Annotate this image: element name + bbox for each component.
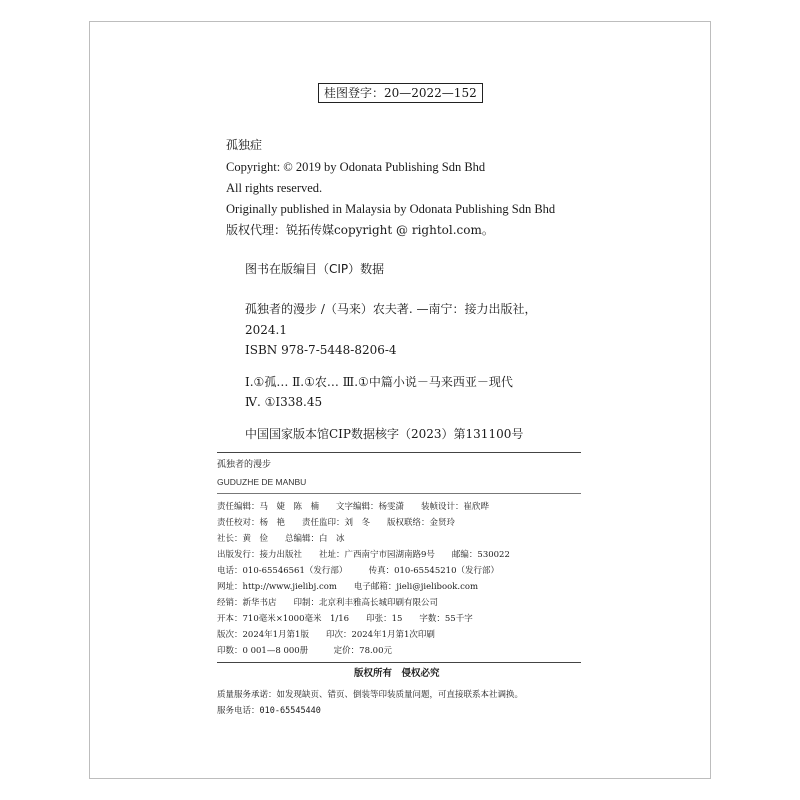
copyright-line: Copyright: © 2019 by Odonata Publishing Sdn Bhd (226, 160, 486, 174)
divider-title (217, 493, 581, 494)
credits-line: 社长：黄 俭 总编辑：白 冰 (217, 534, 345, 544)
cip-date-line: 2024.1 (245, 323, 287, 337)
credits-line: 责任编辑：马 婕 陈 楠 文字编辑：杨雯潇 装帧设计：崔欣晔 (217, 502, 490, 512)
quality-promise: 质量服务承诺：如发现缺页、错页、倒装等印装质量问题，可直接联系本社调换。 (217, 690, 524, 700)
credits-line: 网址：http://www.jielibj.com 电子邮箱：jieli@jielibook.com (217, 582, 479, 592)
rights-notice: 版权所有 侵权必究 (354, 668, 440, 679)
original-title: 孤独症 (226, 138, 263, 152)
cip-title-line: 孤独者的漫步 /（马来）农夫著. —南宁：接力出版社， (245, 302, 537, 316)
cip-library-number: 中国国家版本馆CIP数据核字（2023）第131100号 (245, 427, 524, 441)
rights-reserved-line: All rights reserved. (226, 181, 323, 195)
divider-bottom (217, 662, 581, 663)
registration-number-box: 桂图登字：20—2022—152 (318, 83, 483, 103)
credits-line: 电话：010-65546561（发行部） 传真：010-65545210（发行部） (217, 566, 499, 576)
copyright-agent-line: 版权代理：锐拓传媒copyright @ rightol.com。 (226, 223, 494, 237)
credits-line: 版次：2024年1月第1版 印次：2024年1月第1次印刷 (217, 630, 435, 640)
book-title-pinyin: GUDUZHE DE MANBU (217, 477, 307, 487)
divider-top (217, 452, 581, 453)
credits-line: 印数：0 001—8 000册 定价：78.00元 (217, 646, 393, 656)
credits-line: 开本：710毫米×1000毫米 1/16 印张：15 字数：55千字 (217, 614, 473, 624)
credits-line: 经销：新华书店 印制：北京利丰雅高长城印刷有限公司 (217, 598, 439, 608)
service-phone: 服务电话：010-65545440 (217, 706, 321, 716)
cip-heading: 图书在版编目（CIP）数据 (245, 262, 385, 276)
book-title: 孤独者的漫步 (217, 460, 272, 470)
cip-classification-1: Ⅰ.①孤… Ⅱ.①农… Ⅲ.①中篇小说－马来西亚－现代 (245, 375, 513, 389)
copyright-page (89, 21, 711, 779)
originally-published-line: Originally published in Malaysia by Odonata Publishing Sdn Bhd (226, 202, 556, 216)
credits-line: 出版发行：接力出版社 社址：广西南宁市园湖南路9号 邮编：530022 (217, 550, 510, 560)
cip-classification-2: Ⅳ. ①I338.45 (245, 395, 323, 409)
cip-isbn: ISBN 978-7-5448-8206-4 (245, 343, 397, 357)
credits-line: 责任校对：杨 艳 责任监印：刘 冬 版权联络：金贤玲 (217, 518, 456, 528)
